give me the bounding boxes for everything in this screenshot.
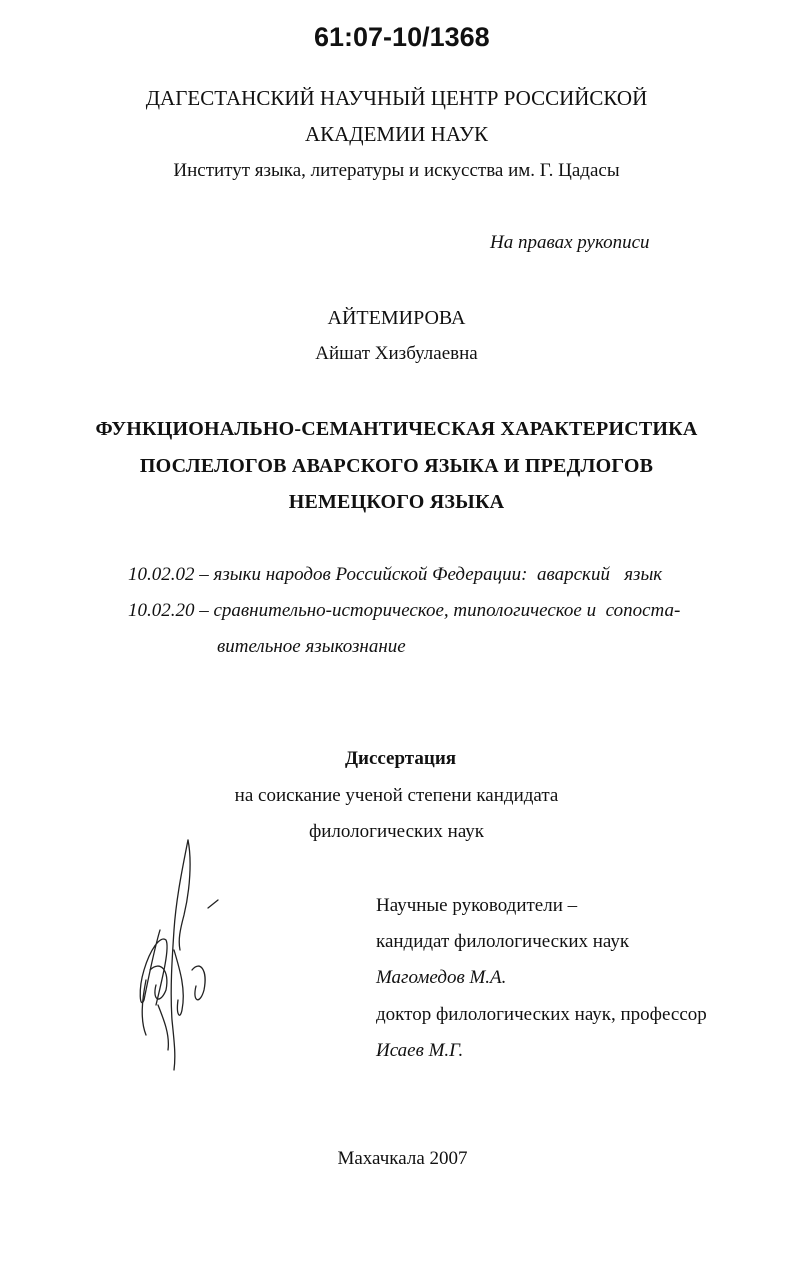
organization-line-1: ДАГЕСТАНСКИЙ НАУЧНЫЙ ЦЕНТР РОССИЙСКОЙ — [145, 86, 648, 110]
specialty-line-2: 10.02.20 – сравнительно-историческое, типологическое и сопоста- — [128, 600, 681, 621]
title-line-2: ПОСЛЕЛОГОВ АВАРСКОГО ЯЗЫКА И ПРЕДЛОГОВ — [139, 455, 654, 477]
title-line-1: ФУНКЦИОНАЛЬНО-СЕМАНТИЧЕСКАЯ ХАРАКТЕРИСТИКА — [95, 418, 698, 440]
title-line-3: НЕМЕЦКОГО ЯЗЫКА — [288, 491, 505, 513]
rights-note: На правах рукописи — [490, 232, 650, 253]
author-surname: АЙТЕМИРОВА — [327, 307, 466, 329]
handwritten-signature — [130, 830, 230, 1080]
archive-code: 61:07-10/1368 — [314, 22, 490, 52]
dissertation-line-2: филологических наук — [308, 821, 485, 842]
specialty-line-3: вительное языкознание — [217, 636, 406, 657]
city-year: Махачкала 2007 — [337, 1148, 468, 1169]
specialty-line-1: 10.02.02 – языки народов Российской Федерации: аварский язык — [128, 564, 663, 585]
supervisor-1-name: Магомедов М.А. — [376, 967, 507, 988]
supervisor-1-degree: кандидат филологических наук — [376, 931, 630, 952]
institute-name: Институт языка, литературы и искусства им. Г. Цадасы — [173, 160, 620, 181]
supervisor-2-name: Исаев М.Г. — [376, 1040, 464, 1061]
author-name: Айшат Хизбулаевна — [315, 343, 478, 364]
organization-line-2: АКАДЕМИИ НАУК — [304, 122, 489, 146]
supervisor-2-degree: доктор филологических наук, профессор — [376, 1004, 707, 1025]
dissertation-line-1: на соискание ученой степени кандидата — [234, 785, 559, 806]
dissertation-heading: Диссертация — [344, 748, 457, 769]
supervisors-heading: Научные руководители – — [376, 895, 578, 916]
